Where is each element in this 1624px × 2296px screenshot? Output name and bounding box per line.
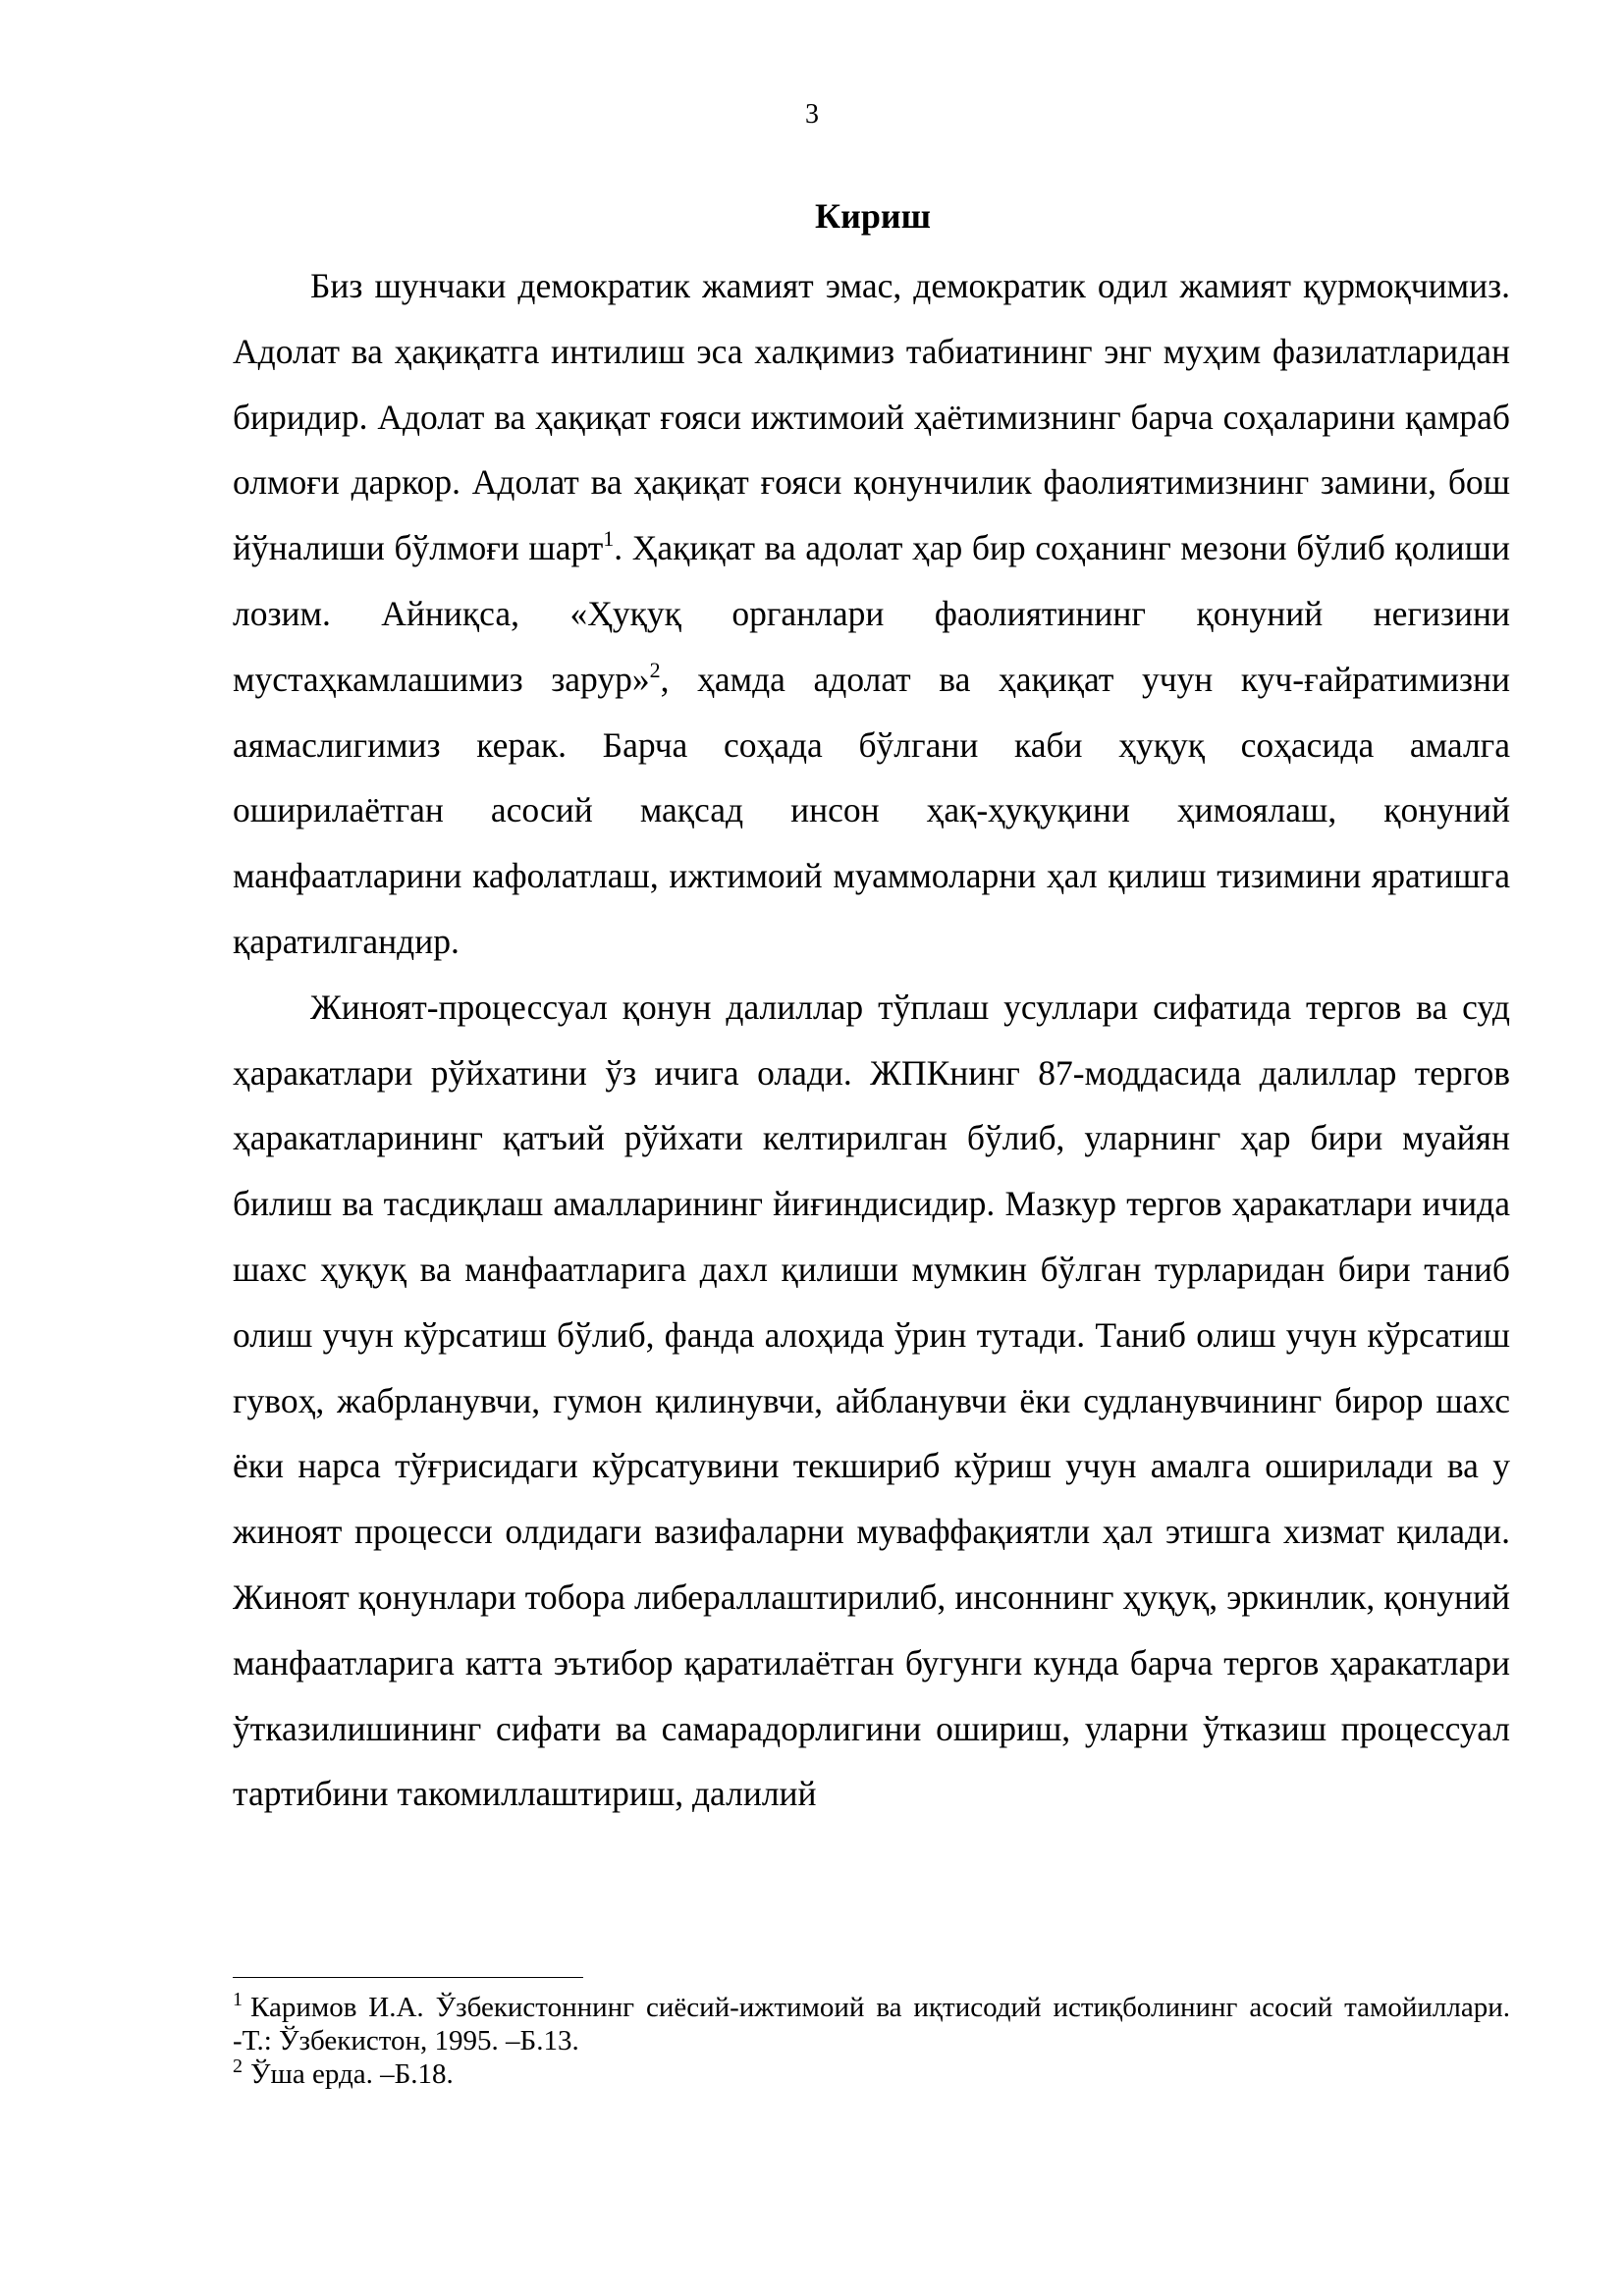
paragraph-text: Жиноят-процессуал қонун далиллар тўплаш усуллари сифатида тергов ва суд ҳаракатлари рўйхатини ўз ичига олади. ЖПКнинг 87-моддасида далиллар тергов ҳаракатларининг қатъий рўйхати келтирилган бўлиб, уларнинг ҳар бири муайян билиш ва тасдиқлаш амалларининг йиғиндисидир. Мазкур тергов ҳаракатлари ичида шахс ҳуқуқ ва манфаатларига дахл қилиши мумкин бўлган турларидан бири таниб олиш учун кўрсатиш бўлиб, фанда алоҳида ўрин тутади. Таниб олиш учун кўрсатиш гувоҳ, жабрланувчи, гумон қилинувчи, айбланувчи ёки судланувчининг бирор шахс ёки нарса тўғрисидаги кўрсатувини текшириб кўриш учун амалга оширилади ва у жиноят процесси олдидаги вазифаларни муваффақиятли ҳал этишга хизмат қилади. Жиноят қонунлари тобора либераллаштирилиб, инсоннинг ҳуқуқ, эркинлик, қонуний манфаатларига катта эътибор қаратилаётган бугунги кунда барча тергов ҳаракатлари ўтказилишининг сифати ва самарадорлигини ошириш, уларни ўтказиш процессуал тартибини такомиллаштириш, далилий — [233, 987, 1510, 1814]
footnote-text: Ўша ерда. –Б.18. — [250, 2058, 454, 2090]
paragraph-text: , ҳамда адолат ва ҳақиқат учун куч-ғайратимизни аямаслигимиз керак. Барча соҳада бўлгани каби ҳуқуқ соҳасида амалга оширилаётган асосий мақсад инсон ҳақ-ҳуқуқини ҳимоялаш, қонуний манфаатларини кафолатлаш, ижтимоий муаммоларни ҳал қилиш тизимини яратишга қаратилгандир. — [233, 659, 1510, 961]
page-number: 3 — [805, 99, 819, 130]
body-text — [233, 253, 1510, 1827]
footnote-reference: 2 — [649, 657, 661, 682]
paragraph-text: Биз шунчаки демократик жамият эмас, демократик одил жамият қурмоқчимиз. Адолат ва ҳақиқатга интилиш эса халқимиз табиатининг энг муҳим фазилатларидан биридир. Адолат ва ҳақиқат ғояси ижтимоий ҳаётимизнинг барча соҳаларини қамраб олмоғи даркор. Адолат ва ҳақиқат ғояси қонунчилик фаолиятимизнинг замини, бош йўналиши бўлмоғи шарт — [233, 266, 1510, 568]
paragraph-2 — [233, 975, 1510, 1827]
footnote-mark: 2 — [233, 2056, 243, 2077]
paragraph-text: . Ҳақиқат ва адолат ҳар бир соҳанинг мезони бўлиб қолиши лозим. Айниқса, «Ҳуқуқ органлари фаолиятининг қонуний негизини мустаҳкамлашимиз зарур» — [233, 528, 1510, 699]
footnotes — [233, 1991, 1510, 2091]
footnote-1 — [233, 1991, 1510, 2057]
footnote-mark: 1 — [233, 1989, 243, 2010]
paragraph-1 — [233, 253, 1510, 975]
footnote-text: Каримов И.А. Ўзбекистоннинг сиёсий-ижтимоий ва иқтисодий истиқболининг асосий тамойиллари. -Т.: Ўзбекистон, 1995. –Б.13. — [233, 1992, 1510, 2056]
footnote-2 — [233, 2057, 1510, 2091]
section-heading: Кириш — [814, 196, 931, 236]
footnote-reference: 1 — [603, 526, 615, 552]
footnote-separator — [233, 1977, 583, 1978]
